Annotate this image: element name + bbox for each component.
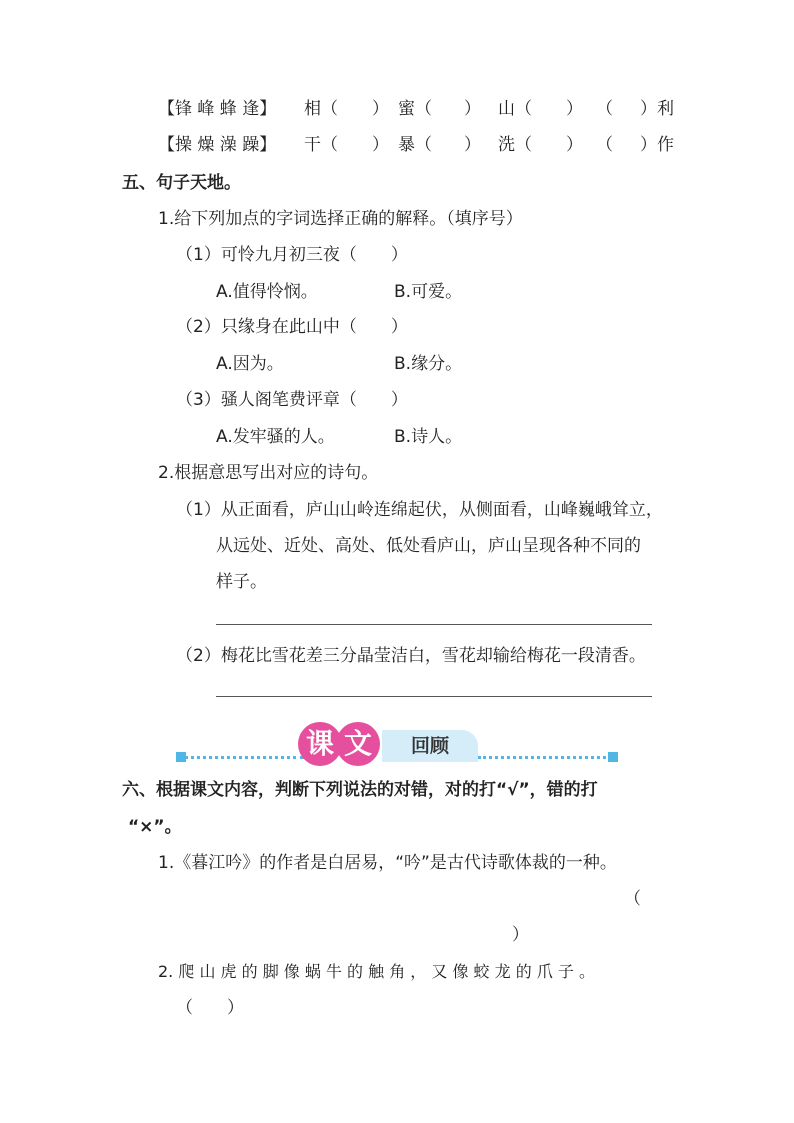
judge-question-2: 2. 爬 山 虎 的 脚 像 蜗 牛 的 触 角 ， 又 像 蛟 龙 的 爪 子 。 — [158, 962, 595, 981]
banner-char-1: 课 — [298, 722, 342, 766]
meaning-text: （2）梅花比雪花差三分晶莹洁白，雪花却输给梅花一段清香。 — [176, 646, 646, 666]
question-stem: （3）骚人阁笔费评章（ ） — [176, 390, 408, 410]
banner-char-2: 文 — [336, 722, 380, 766]
answer-paren-close[interactable]: ） — [512, 925, 529, 945]
meaning-text: 从远处、近处、高处、低处看庐山，庐山呈现各种不同的 — [216, 536, 641, 556]
word-group-label: 【操 燥 澡 躁】 — [158, 135, 277, 155]
blank-close: ） — [464, 99, 481, 119]
answer-paren[interactable]: （ ） — [176, 998, 244, 1018]
blank-item[interactable]: 相（ — [304, 99, 338, 119]
section-title-6-cont: “×”。 — [128, 817, 182, 837]
blank-item[interactable]: 山（ — [498, 99, 532, 119]
blank-item[interactable]: 蜜（ — [398, 99, 432, 119]
blank-close: ）作 — [640, 135, 674, 155]
blank-close: ） — [464, 135, 481, 155]
banner-dotted-line-left — [184, 756, 304, 759]
judge-question-1: 1.《暮江吟》的作者是白居易，“吟”是古代诗歌体裁的一种。 — [158, 853, 617, 873]
choice-a[interactable]: A.因为。 — [216, 354, 284, 374]
blank-item[interactable]: 干（ — [304, 135, 338, 155]
section-title-5: 五、句子天地。 — [122, 173, 241, 193]
blank-close: ） — [566, 99, 583, 119]
question-stem: （1）可怜九月初三夜（ ） — [176, 245, 408, 265]
banner-square-right — [608, 752, 618, 762]
answer-line[interactable] — [216, 696, 652, 697]
answer-line[interactable] — [216, 624, 652, 625]
question-prompt: 2.根据意思写出对应的诗句。 — [158, 463, 379, 483]
section-banner — [176, 722, 620, 772]
banner-dotted-line-right — [478, 756, 612, 759]
choice-a[interactable]: A.发牢骚的人。 — [216, 427, 335, 447]
blank-item[interactable]: 洗（ — [498, 135, 532, 155]
question-stem: （2）只缘身在此山中（ ） — [176, 317, 408, 337]
blank-close: ） — [566, 135, 583, 155]
word-group-label: 【锋 峰 蜂 逢】 — [158, 99, 277, 119]
choice-b[interactable]: B.可爱。 — [394, 282, 463, 302]
blank-item[interactable]: 暴（ — [398, 135, 432, 155]
meaning-text: （1）从正面看，庐山山岭连绵起伏，从侧面看，山峰巍峨耸立， — [176, 500, 663, 520]
question-prompt: 1.给下列加点的字词选择正确的解释。（填序号） — [158, 209, 523, 229]
blank-close: ）利 — [640, 99, 674, 119]
blank-close: ） — [372, 135, 389, 155]
answer-paren-open[interactable]: （ — [624, 889, 641, 909]
choice-b[interactable]: B.缘分。 — [394, 354, 463, 374]
banner-label: 回顾 — [382, 730, 478, 762]
section-title-6: 六、根据课文内容，判断下列说法的对错，对的打“√”，错的打 — [122, 780, 598, 800]
blank-close: ） — [372, 99, 389, 119]
blank-item[interactable]: （ — [596, 99, 613, 119]
meaning-text: 样子。 — [216, 572, 267, 592]
choice-b[interactable]: B.诗人。 — [394, 427, 463, 447]
blank-item[interactable]: （ — [596, 135, 613, 155]
choice-a[interactable]: A.值得怜悯。 — [216, 282, 318, 302]
banner-square-left — [176, 752, 186, 762]
